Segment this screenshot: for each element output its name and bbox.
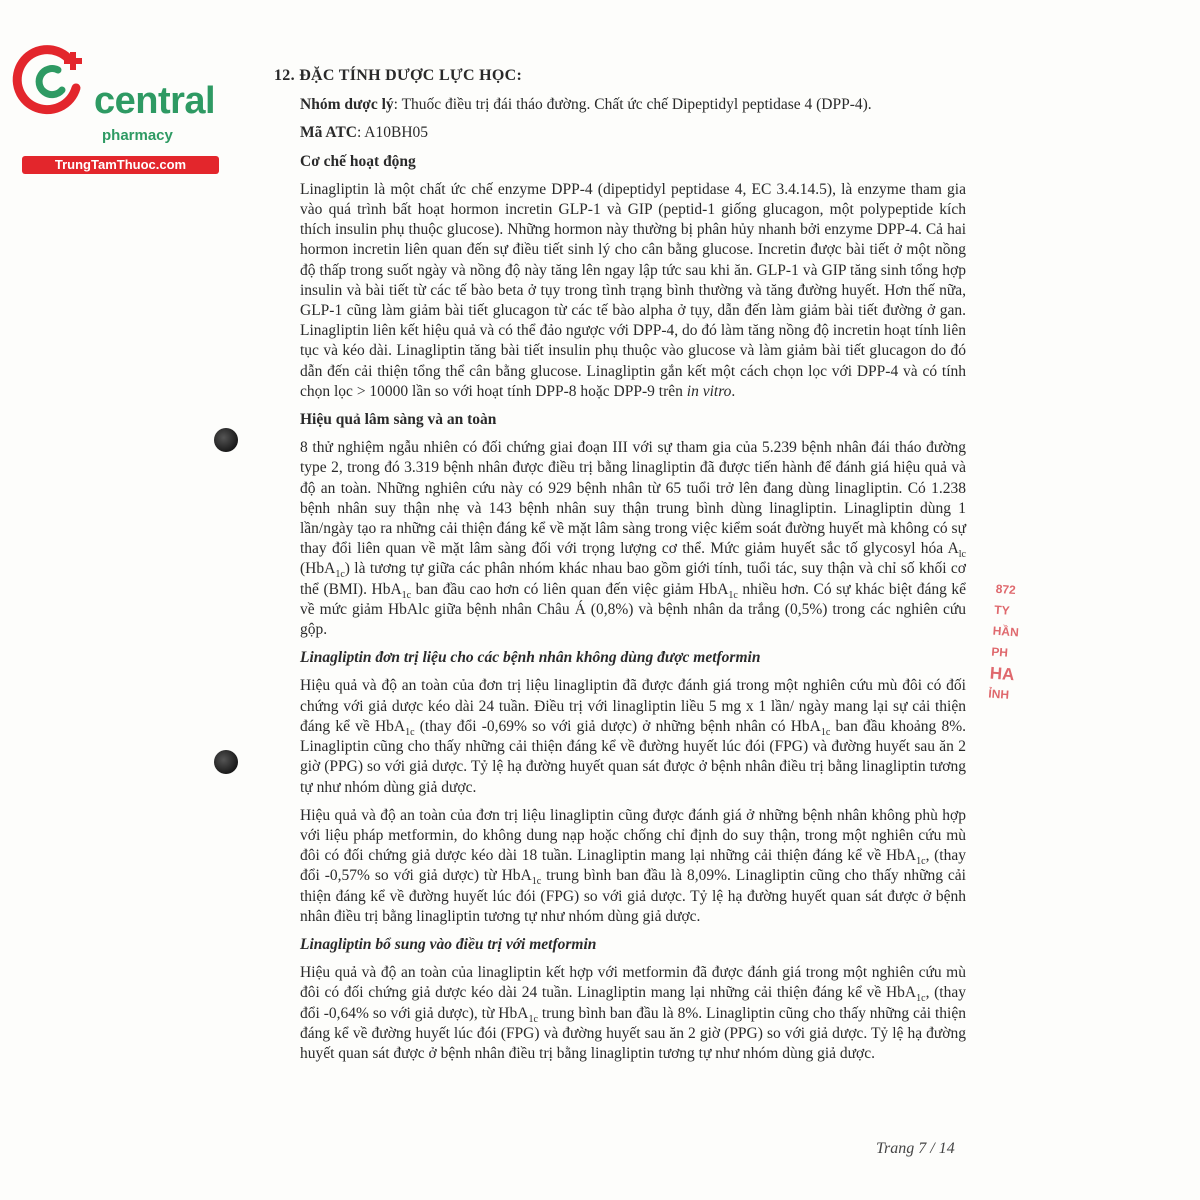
mono-text: ban đầu khoảng 8%. Linagliptin cũng cho thấy những cải thiện đáng kể về đường huyết lúc đói (FPG) và đường huyết sau ăn 2 giờ (PPG) so với giả dược. Tỷ lệ hạ đường huyết quan sát được ở bệnh nhân điều trị bằng linagliptin tương tự như nhóm dùng giả dược. bbox=[300, 717, 966, 796]
monotherapy-heading: Linagliptin đơn trị liệu cho các bệnh nhân không dùng được metformin bbox=[300, 649, 761, 667]
pharmacologic-group bbox=[300, 95, 966, 115]
page-number: Trang 7 / 14 bbox=[876, 1140, 955, 1157]
subscript: 1c bbox=[528, 1013, 538, 1025]
clinical-text: nhiều hơn. Có sự khác biệt đáng kể về mức giảm HbAlc giữa bệnh nhân Châu Á (0,8%) và bệnh nhân da trắng (0,5%) trong các nghiên cứu gộp. bbox=[300, 580, 967, 639]
document-body bbox=[274, 66, 966, 1072]
mono-text: Hiệu quả và độ an toàn của đơn trị liệu linagliptin cũng được đánh giá ở những bệnh nhân không phù hợp với liệu pháp metformin, do không dung nạp hoặc chống chỉ định do suy thận, trong một nghiên cứu mù đôi có đối chứng giả dược kéo dài 18 tuần. Linagliptin mang lại những cải thiện đáng kể về HbA bbox=[300, 806, 966, 865]
combination-heading: Linagliptin bổ sung vào điều trị với metformin bbox=[300, 935, 597, 953]
mono-text: trung bình ban đầu là 8,09%. Linagliptin cũng cho thấy những cải thiện đáng kể về đường huyết lúc đói (FPG) so với giả dược. Tỷ lệ hạ đường huyết quan sát được ở bệnh nhân điều trị bằng linagliptin tương tự như nhóm dùng giả dược. bbox=[300, 867, 966, 925]
monotherapy-paragraph-2 bbox=[300, 806, 966, 927]
monotherapy-paragraph-1 bbox=[300, 676, 966, 797]
stamp-line: PH bbox=[990, 644, 1009, 660]
pharmacy-logo bbox=[10, 38, 216, 172]
subscript: 1c bbox=[916, 856, 926, 868]
atc-label: Mã ATC bbox=[300, 124, 357, 142]
clinical-text: ) là tương tự giữa các phân nhóm khác nhau bao gồm giới tính, tuổi tác, suy thận và chỉ số khối cơ thể (BMI). HbA bbox=[300, 560, 966, 598]
stamp-line: ỈNH bbox=[987, 686, 1010, 702]
mechanism-text: Linagliptin là một chất ức chế enzyme DPP-4 (dipeptidyl peptidase 4, EC 3.4.14.5), là enzyme tham gia vào quá trình bất hoạt hormon incretin GLP-1 và GIP (peptid-1 giống glucagon, một polypeptide kích thích insulin phụ thuộc glucose). Những hormon này thường bị phân hủy nhanh bởi enzyme DPP-4. Cả hai hormon incretin liên quan đến sự điều tiết sinh lý cho cân bằng glucose. Incretin được bài tiết ở một nồng độ thấp trong suốt ngày và nồng độ này tăng lên ngay lập tức sau khi ăn. GLP-1 và GIP tăng sinh tổng hợp insulin và bài tiết từ các tế bào beta ở tụy trong tình trạng bình thường và tăng đường huyết. Hơn thế nữa, GLP-1 cũng làm giảm bài tiết glucagon từ các tế bào alpha ở tụy, dẫn đến làm giảm bài tiết đường ở gan. Linagliptin liên kết hiệu quả và có thể đảo ngược với DPP-4, do đó làm tăng nồng độ incretin hoạt tính liên tục và kéo dài. Linagliptin tăng bài tiết insulin phụ thuộc vào glucose và làm giảm bài tiết glucagon do đó dẫn đến cải thiện tổng thể cân bằng glucose. Linagliptin gắn kết một cách chọn lọc với DPP-4 và có tính chọn lọc > 10000 lần so với hoạt tính DPP-8 hoặc DPP-9 trên bbox=[300, 180, 966, 400]
clinical-text: (HbA bbox=[300, 560, 336, 578]
mono-text: (thay đổi -0,69% so với giả dược) ở những bệnh nhân có HbA bbox=[414, 717, 821, 735]
subscript: lc bbox=[958, 549, 966, 561]
group-label: Nhóm dược lý bbox=[300, 96, 394, 114]
mechanism-italic: in vitro bbox=[686, 382, 732, 400]
mono-text: Hiệu quả và độ an toàn của đơn trị liệu linagliptin đã được đánh giá trong một nghiên cứu mù đôi có đối chứng với giả dược kéo dài 24 tuần. Điều trị với linagliptin liều 5 mg x 1 lần/ ngày mang lại sự cải thiện đáng kể về HbA bbox=[300, 677, 966, 735]
subscript: 1c bbox=[531, 876, 542, 888]
subscript: 1c bbox=[401, 589, 412, 601]
stamp-line: HA bbox=[989, 663, 1016, 685]
combo-text: Hiệu quả và độ an toàn của linagliptin kết hợp với metformin đã được đánh giá trong một nghiên cứu mù đôi có đối chứng giả dược kéo dài 24 tuần. Linagliptin mang lại những cải thiện đáng kể về HbA bbox=[300, 964, 966, 1002]
punch-hole-bottom bbox=[214, 750, 238, 774]
mechanism-end: . bbox=[731, 382, 736, 400]
combo-text: , (thay đổi -0,64% so với giả dược), từ HbA bbox=[300, 984, 966, 1022]
mono-text: , (thay đổi -0,57% so với giả dược) từ HbA bbox=[300, 847, 966, 885]
clinical-paragraph bbox=[300, 438, 966, 640]
atc-code bbox=[300, 123, 966, 143]
red-stamp bbox=[988, 579, 1037, 707]
clinical-text: ban đầu cao hơn có liên quan đến việc giảm HbA bbox=[411, 580, 729, 598]
atc-text: : A10BH05 bbox=[356, 124, 429, 142]
stamp-line: 872 bbox=[995, 581, 1017, 598]
subscript: 1c bbox=[820, 726, 831, 738]
group-text: : Thuốc điều trị đái tháo đường. Chất ức chế Dipeptidyl peptidase 4 (DPP-4). bbox=[393, 96, 872, 114]
mechanism-heading: Cơ chế hoạt động bbox=[300, 152, 416, 170]
subscript: 1c bbox=[335, 569, 345, 581]
central-pharmacy-logo-icon bbox=[10, 38, 92, 120]
combination-paragraph bbox=[300, 963, 966, 1064]
stamp-line: TY bbox=[993, 602, 1011, 618]
section-title: 12. ĐẶC TÍNH DƯỢC LỰC HỌC: bbox=[274, 67, 523, 84]
brand-url-banner: TrungTamThuoc.com bbox=[22, 156, 219, 174]
brand-name: central bbox=[94, 80, 216, 122]
combo-text: trung bình ban đầu là 8%. Linagliptin cũng cho thấy những cải thiện đáng kể về đường huyết lúc đói (FPG) và đường huyết sau ăn 2 giờ (PPG) so với giả dược. Tỷ lệ hạ đường huyết quan sát được ở bệnh nhân điều trị bằng linagliptin tương tự như nhóm dùng giả dược. bbox=[300, 1004, 966, 1062]
brand-subtitle: pharmacy bbox=[102, 127, 173, 144]
subscript: 1c bbox=[916, 993, 926, 1005]
stamp-line: HẦN bbox=[992, 623, 1020, 640]
clinical-heading: Hiệu quả lâm sàng và an toàn bbox=[300, 411, 497, 429]
subscript: 1c bbox=[405, 726, 415, 738]
mechanism-paragraph bbox=[300, 180, 966, 402]
punch-hole-top bbox=[214, 428, 238, 452]
subscript: 1c bbox=[728, 589, 738, 601]
clinical-text: 8 thử nghiệm ngẫu nhiên có đối chứng giai đoạn III với sự tham gia của 5.239 bệnh nhân đái tháo đường type 2, trong đó 3.319 bệnh nhân được điều trị bằng linagliptin đã được tiến hành để đánh giá hiệu quả và độ an toàn. Những nghiên cứu này có 929 bệnh nhân từ 65 tuổi trở lên đang dùng linagliptin. Có 1.238 bệnh nhân suy thận nhẹ và 143 bệnh nhân suy thận trung bình dùng linagliptin. Linagliptin dùng 1 lần/ngày tạo ra những cải thiện đáng kể về mặt lâm sàng trong việc kiểm soát đường huyết mà không có sự thay đổi liên quan về mặt lâm sàng đối với trọng lượng cơ thể. Mức giảm huyết sắc tố glycosyl hóa A bbox=[300, 439, 966, 558]
